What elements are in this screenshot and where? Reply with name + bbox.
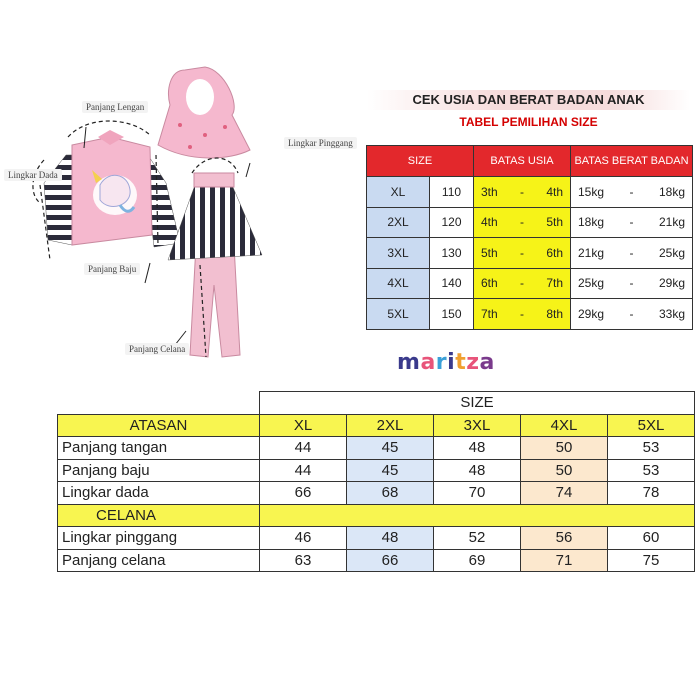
age-to-text: 6th — [546, 245, 563, 260]
header-weight: BATAS BERAT BADAN — [571, 146, 693, 177]
cm-text: 120 — [441, 215, 462, 230]
weight-from-text: 15kg — [578, 184, 605, 199]
size-chart-table — [57, 391, 695, 572]
age-to-text: 5th — [546, 215, 563, 230]
weight-from-text: 21kg — [578, 245, 605, 260]
height-cell — [430, 268, 474, 299]
weight-range-cell — [571, 177, 693, 208]
size-cell — [367, 268, 430, 299]
size-col-4xl: 4XL — [521, 414, 608, 437]
value-cell: 63 — [260, 549, 347, 572]
weight-from-text: 18kg — [578, 215, 605, 230]
age-to-text: 4th — [546, 184, 563, 199]
age-range-cell — [474, 299, 571, 330]
weight-to-text: 33kg — [658, 306, 685, 321]
label-pants-length: Panjang Celana — [125, 343, 189, 355]
age-from-text: 7th — [481, 306, 498, 321]
size-text: 2XL — [387, 215, 409, 230]
age-to-text: 8th — [546, 306, 563, 321]
age-from-text: 4th — [481, 215, 498, 230]
weight-range-cell — [571, 268, 693, 299]
size-col-3xl: 3XL — [434, 414, 521, 437]
value-cell: 69 — [434, 549, 521, 572]
value-cell: 50 — [521, 459, 608, 482]
brand-letter: m — [397, 350, 421, 375]
height-cell — [430, 207, 474, 238]
value-cell: 70 — [434, 482, 521, 505]
dash-text: - — [520, 245, 524, 260]
header-age: BATAS USIA — [474, 146, 571, 177]
label-sleeve: Panjang Lengan — [82, 101, 148, 113]
pants-row-label: Lingkar pinggang — [58, 527, 260, 550]
value-cell: 46 — [260, 527, 347, 550]
top-section-row — [58, 414, 695, 437]
brand-letter: i — [447, 350, 456, 375]
value-cell: 66 — [260, 482, 347, 505]
top-row — [58, 459, 695, 482]
size-cell — [367, 177, 430, 208]
label-waist: Lingkar Pinggang — [284, 137, 357, 149]
weight-to-text: 18kg — [658, 184, 685, 199]
product-illustration — [0, 55, 360, 365]
age-weight-table — [366, 145, 693, 330]
age-from-text: 3th — [481, 184, 498, 199]
top-row — [58, 437, 695, 460]
size-text: 5XL — [387, 306, 409, 321]
value-cell: 50 — [521, 437, 608, 460]
age-from-text: 5th — [481, 245, 498, 260]
height-cell — [430, 299, 474, 330]
brand-letter: a — [479, 350, 495, 375]
value-cell: 44 — [260, 459, 347, 482]
value-cell: 53 — [608, 437, 695, 460]
top-row-label: Lingkar dada — [58, 482, 260, 505]
value-cell: 78 — [608, 482, 695, 505]
value-cell: 52 — [434, 527, 521, 550]
value-cell: 60 — [608, 527, 695, 550]
size-cell — [367, 207, 430, 238]
age-range-cell — [474, 177, 571, 208]
pants-section-fill — [260, 504, 695, 527]
weight-to-text: 29kg — [658, 276, 685, 291]
brand-letter: z — [466, 350, 480, 375]
pants-shape — [168, 173, 262, 357]
top-section-label: ATASAN — [58, 414, 260, 437]
age-table-row — [367, 177, 693, 208]
value-cell: 71 — [521, 549, 608, 572]
weight-from-text: 25kg — [578, 276, 605, 291]
value-cell: 56 — [521, 527, 608, 550]
size-header-row — [58, 392, 695, 415]
dash-text: - — [629, 245, 634, 260]
size-cell — [367, 238, 430, 269]
cm-text: 150 — [441, 306, 462, 321]
brand-logo — [397, 350, 495, 375]
age-range-cell — [474, 238, 571, 269]
age-table-header-row — [367, 146, 693, 177]
top-row — [58, 482, 695, 505]
weight-range-cell — [571, 299, 693, 330]
pants-row — [58, 527, 695, 550]
dash-text: - — [520, 215, 524, 230]
hijab-shape — [158, 67, 250, 158]
top-row-label: Panjang tangan — [58, 437, 260, 460]
dash-text: - — [629, 306, 634, 321]
age-from-text: 6th — [481, 276, 498, 291]
weight-range-cell — [571, 207, 693, 238]
header-size: SIZE — [367, 146, 474, 177]
value-cell: 68 — [347, 482, 434, 505]
top-row-label: Panjang baju — [58, 459, 260, 482]
age-table-row — [367, 299, 693, 330]
age-to-text: 7th — [546, 276, 563, 291]
dash-text: - — [520, 306, 524, 321]
value-cell: 74 — [521, 482, 608, 505]
weight-to-text: 21kg — [658, 215, 685, 230]
value-cell: 53 — [608, 459, 695, 482]
weight-from-text: 29kg — [578, 306, 605, 321]
height-cell — [430, 238, 474, 269]
value-cell: 44 — [260, 437, 347, 460]
weight-to-text: 25kg — [658, 245, 685, 260]
value-cell: 45 — [347, 459, 434, 482]
dash-text: - — [520, 184, 524, 199]
age-table-row — [367, 207, 693, 238]
size-col-2xl: 2XL — [347, 414, 434, 437]
age-table-row — [367, 238, 693, 269]
value-cell: 48 — [434, 437, 521, 460]
size-text: 3XL — [387, 245, 409, 260]
pants-row — [58, 549, 695, 572]
dash-text: - — [629, 276, 634, 291]
value-cell: 45 — [347, 437, 434, 460]
value-cell: 66 — [347, 549, 434, 572]
value-cell: 75 — [608, 549, 695, 572]
value-cell: 48 — [347, 527, 434, 550]
cm-text: 110 — [441, 184, 462, 199]
age-range-cell — [474, 268, 571, 299]
label-chest: Lingkar Dada — [4, 169, 62, 181]
brand-letter: r — [435, 350, 448, 375]
dash-text: - — [520, 276, 524, 291]
pants-section-row — [58, 504, 695, 527]
outfit-drawing — [0, 55, 360, 365]
size-col-xl: XL — [260, 414, 347, 437]
pants-section-label: CELANA — [58, 504, 260, 527]
dash-text: - — [629, 215, 634, 230]
size-text: 4XL — [387, 276, 409, 291]
size-cell — [367, 299, 430, 330]
age-table-subtitle: TABEL PEMILIHAN SIZE — [459, 115, 598, 129]
cm-text: 130 — [441, 245, 462, 260]
size-header: SIZE — [260, 392, 695, 415]
brand-letter: t — [455, 350, 467, 375]
pants-row-label: Panjang celana — [58, 549, 260, 572]
dash-text: - — [629, 184, 634, 199]
age-range-cell — [474, 207, 571, 238]
label-top-length: Panjang Baju — [84, 263, 140, 275]
weight-range-cell — [571, 238, 693, 269]
value-cell: 48 — [434, 459, 521, 482]
age-table-row — [367, 268, 693, 299]
age-table-title: CEK USIA DAN BERAT BADAN ANAK — [367, 90, 690, 110]
brand-letter: a — [420, 350, 436, 375]
cm-text: 140 — [441, 276, 462, 291]
height-cell — [430, 177, 474, 208]
blank-corner — [58, 392, 260, 415]
size-col-5xl: 5XL — [608, 414, 695, 437]
size-text: XL — [390, 184, 406, 199]
shirt-shape — [44, 130, 180, 247]
